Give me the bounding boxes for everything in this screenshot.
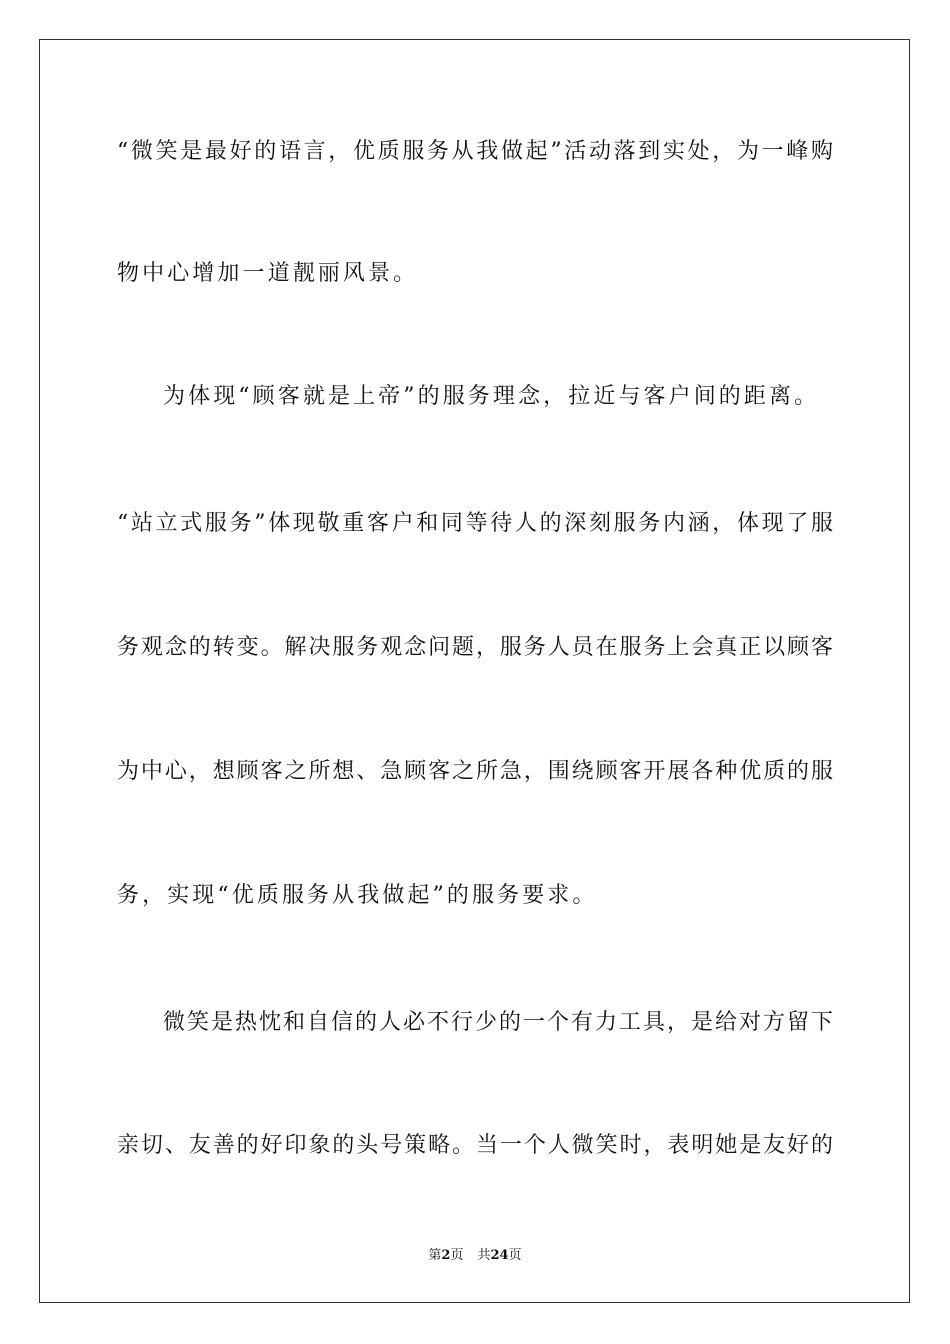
body-line-7: 务，实现“优质服务从我做起”的服务要求。 [117, 883, 598, 908]
body-line-5: 务观念的转变。解决服务观念问题，服务人员在服务上会真正以顾客 [117, 635, 833, 660]
body-line-6: 为中心，想顾客之所想、急顾客之所急，围绕顾客开展各种优质的服 [117, 759, 833, 784]
footer-total-pages: 24 [490, 1248, 509, 1263]
footer-page-suffix: 页 [450, 1248, 464, 1263]
body-line-2: 物中心增加一道靓丽风景。 [117, 261, 419, 286]
body-line-9: 亲切、友善的好印象的头号策略。当一个人微笑时，表明她是友好的 [117, 1133, 833, 1158]
footer-total-suffix: 页 [508, 1248, 522, 1263]
page-border [39, 39, 910, 1303]
body-line-1: “微笑是最好的语言，优质服务从我做起”活动落到实处，为一峰购 [117, 139, 833, 164]
body-line-4: “站立式服务”体现敬重客户和同等待人的深刻服务内涵，体现了服 [117, 511, 833, 536]
body-line-8: 微笑是热忱和自信的人必不行少的一个有力工具，是给对方留下 [163, 1010, 833, 1035]
footer-page-number: 2 [441, 1248, 451, 1263]
page-footer [0, 1247, 950, 1265]
footer-page-prefix: 第 [428, 1248, 442, 1263]
footer-total-prefix: 共 [477, 1248, 491, 1263]
body-line-3: 为体现“顾客就是上帝”的服务理念，拉近与客户间的距离。 [163, 384, 820, 409]
